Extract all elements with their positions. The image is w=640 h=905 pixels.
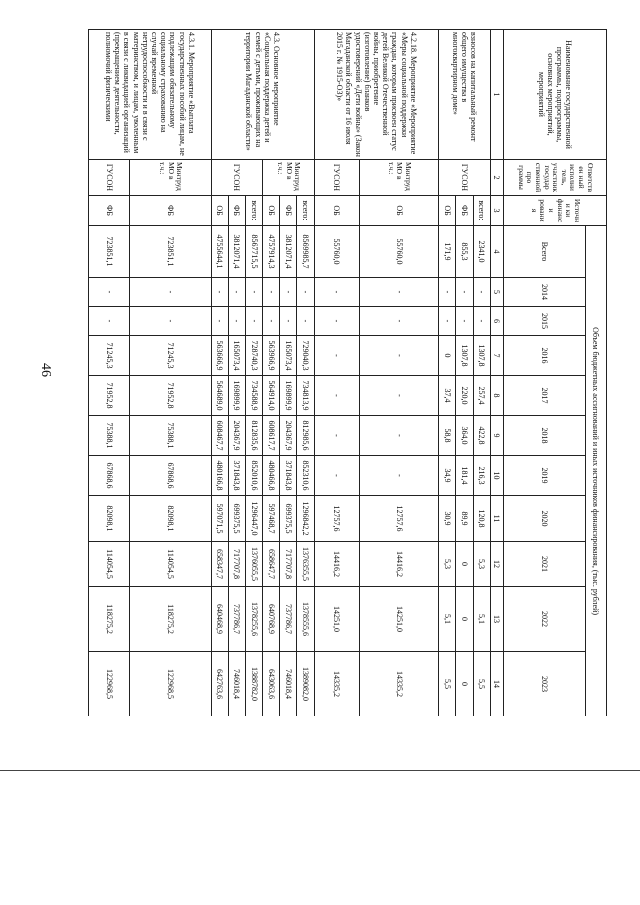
value-cell: -: [314, 278, 359, 307]
value-cell: 165073,4: [280, 336, 297, 376]
value-cell: 14416,2: [359, 542, 438, 587]
value-cell: 71952,8: [89, 376, 130, 416]
executor-cell: ГУСОН: [314, 160, 359, 196]
budget-table-rotated: [88, 29, 607, 716]
value-cell: 71952,8: [129, 376, 211, 416]
value-cell: 171,9: [439, 226, 456, 278]
col-header-budget-group: Объем бюджетных ассигнований и иных источников финансирования, (тыс. рублей): [585, 226, 606, 717]
value-cell: 37,4: [439, 376, 456, 416]
col-number: 5: [490, 278, 503, 307]
col-header-year: 2022: [503, 587, 585, 652]
value-cell: 1296842,2: [297, 496, 314, 542]
table-row: [473, 30, 490, 717]
value-cell: 364,0: [456, 416, 473, 456]
value-cell: 371843,8: [280, 456, 297, 496]
value-cell: -: [263, 278, 280, 307]
value-cell: 34,9: [439, 456, 456, 496]
value-cell: 855,3: [456, 226, 473, 278]
source-cell: ОБ: [263, 196, 280, 226]
value-cell: 58,8: [439, 416, 456, 456]
value-cell: 1378555,6: [297, 587, 314, 652]
value-cell: -: [439, 278, 456, 307]
value-cell: 563966,9: [263, 336, 280, 376]
col-number: 3: [490, 196, 503, 226]
value-cell: 75388,1: [89, 416, 130, 456]
value-cell: -: [280, 307, 297, 336]
source-cell: ФБ: [129, 196, 211, 226]
source-cell: ОБ: [359, 196, 438, 226]
table-row: [359, 30, 438, 717]
col-header-year: 2016: [503, 336, 585, 376]
source-cell: всего:: [245, 196, 262, 226]
value-cell: 1376055,5: [245, 542, 262, 587]
value-cell: 114054,5: [89, 542, 130, 587]
value-cell: 14335,2: [314, 652, 359, 717]
value-cell: -: [473, 278, 490, 307]
value-cell: -: [129, 278, 211, 307]
value-cell: 4755644,1: [211, 226, 228, 278]
value-cell: 55760,0: [314, 226, 359, 278]
value-cell: 8569985,7: [297, 226, 314, 278]
value-cell: -: [314, 376, 359, 416]
value-cell: 852010,6: [245, 456, 262, 496]
value-cell: 118275,2: [129, 587, 211, 652]
value-cell: 0: [439, 336, 456, 376]
value-cell: 734588,9: [245, 376, 262, 416]
value-cell: 5,1: [439, 587, 456, 652]
col-header-year: 2023: [503, 652, 585, 717]
executor-cell: Минтруд МО в т.ч.:: [129, 160, 211, 196]
value-cell: 658647,7: [263, 542, 280, 587]
value-cell: 852310,6: [297, 456, 314, 496]
value-cell: 5,3: [439, 542, 456, 587]
value-cell: 699375,5: [280, 496, 297, 542]
col-header-year: 2020: [503, 496, 585, 542]
value-cell: 122968,5: [89, 652, 130, 717]
value-cell: -: [473, 307, 490, 336]
value-cell: 563666,9: [211, 336, 228, 376]
value-cell: -: [456, 307, 473, 336]
value-cell: 0: [456, 542, 473, 587]
value-cell: 220,0: [456, 376, 473, 416]
value-cell: 5,1: [473, 587, 490, 652]
value-cell: 737786,7: [228, 587, 245, 652]
value-cell: 658347,7: [211, 542, 228, 587]
col-number: 10: [490, 456, 503, 496]
source-cell: ОБ: [439, 196, 456, 226]
value-cell: 717707,8: [280, 542, 297, 587]
value-cell: 1376355,5: [297, 542, 314, 587]
col-header-year: 2019: [503, 456, 585, 496]
col-header-total: Всего: [503, 226, 585, 278]
value-cell: 14251,0: [359, 587, 438, 652]
value-cell: -: [297, 307, 314, 336]
source-cell: всего:: [297, 196, 314, 226]
value-cell: 55760,0: [359, 226, 438, 278]
value-cell: 643063,6: [263, 652, 280, 717]
executor-cell: ГУСОН: [211, 160, 263, 196]
value-cell: 812835,6: [245, 416, 262, 456]
source-cell: ФБ: [456, 196, 473, 226]
value-cell: 14335,2: [359, 652, 438, 717]
col-header-name: Наименование государственной программы, подпрограммы, основных мероприятий, мероприятий: [503, 30, 606, 160]
value-cell: 1296447,0: [245, 496, 262, 542]
measure-name: 4.3. Основное мероприятие «Социальная поддержка детей и семей с детьми, проживающих на территории Магаданской области»: [211, 30, 314, 160]
col-number: 14: [490, 652, 503, 717]
value-cell: -: [439, 307, 456, 336]
value-cell: 723851,1: [89, 226, 130, 278]
col-header-year: 2017: [503, 376, 585, 416]
value-cell: 642763,6: [211, 652, 228, 717]
col-header-year: 2018: [503, 416, 585, 456]
value-cell: -: [359, 336, 438, 376]
value-cell: -: [359, 307, 438, 336]
value-cell: 2341,0: [473, 226, 490, 278]
value-cell: -: [314, 336, 359, 376]
executor-cell: Минтруд МО в т.ч.:: [359, 160, 438, 196]
value-cell: 699375,5: [228, 496, 245, 542]
value-cell: 114054,5: [129, 542, 211, 587]
value-cell: 71245,3: [89, 336, 130, 376]
value-cell: 5,5: [473, 652, 490, 717]
value-cell: 812985,6: [297, 416, 314, 456]
value-cell: 737786,7: [280, 587, 297, 652]
value-cell: 640468,9: [211, 587, 228, 652]
col-number: 13: [490, 587, 503, 652]
value-cell: 14251,0: [314, 587, 359, 652]
col-header-year: 2015: [503, 307, 585, 336]
table-row: [297, 30, 314, 717]
page-number: 46: [38, 363, 53, 377]
value-cell: 746018,4: [280, 652, 297, 717]
value-cell: -: [314, 456, 359, 496]
value-cell: 734813,9: [297, 376, 314, 416]
value-cell: 67868,6: [129, 456, 211, 496]
value-cell: 67868,6: [89, 456, 130, 496]
value-cell: 165073,4: [228, 336, 245, 376]
value-cell: -: [211, 278, 228, 307]
value-cell: 118275,2: [89, 587, 130, 652]
col-number: 4: [490, 226, 503, 278]
value-cell: 169899,9: [228, 376, 245, 416]
value-cell: -: [263, 307, 280, 336]
value-cell: 564689,0: [211, 376, 228, 416]
value-cell: -: [314, 307, 359, 336]
col-number: 9: [490, 416, 503, 456]
value-cell: -: [211, 307, 228, 336]
value-cell: -: [359, 416, 438, 456]
value-cell: 71245,3: [129, 336, 211, 376]
value-cell: 597071,5: [211, 496, 228, 542]
value-cell: 14416,2: [314, 542, 359, 587]
measure-name: 4.2.18. Мероприятие «Мероприятие «Меры социальной поддержки граждан, которым присвоен статус детей Великой Отечественной войны, приобретение (изготовление) бланков удостоверений «Дети войны» (Закон Магаданской области от 16 июля 2015 г. № 1915-ОЗ)»: [314, 30, 439, 160]
value-cell: 1388782,0: [245, 652, 262, 717]
value-cell: 12757,6: [359, 496, 438, 542]
value-cell: 204367,9: [280, 416, 297, 456]
value-cell: 181,4: [456, 456, 473, 496]
source-cell: ОБ: [211, 196, 228, 226]
value-cell: -: [297, 278, 314, 307]
executor-cell: ГУСОН: [439, 160, 491, 196]
col-number: 7: [490, 336, 503, 376]
value-cell: 8567715,5: [245, 226, 262, 278]
value-cell: 82098,1: [89, 496, 130, 542]
budget-table: [88, 29, 607, 716]
value-cell: -: [89, 278, 130, 307]
value-cell: 422,8: [473, 416, 490, 456]
value-cell: 216,3: [473, 456, 490, 496]
col-number: 1: [490, 30, 503, 160]
value-cell: 5,3: [473, 542, 490, 587]
value-cell: -: [314, 416, 359, 456]
col-number: 12: [490, 542, 503, 587]
measure-name: 4.3.1. Мероприятие «Выплата государственных пособий лицам, не подлежащим обязательному социальному страхованию на случай временной нетрудоспособности и в связи с материнством, и лицам, уволенным в связи с ликвидацией организаций (прекращением деятельности, полномочий физическими: [89, 30, 212, 160]
value-cell: -: [245, 278, 262, 307]
source-cell: ФБ: [228, 196, 245, 226]
executor-cell: ГУСОН: [89, 160, 130, 196]
col-header-year: 2014: [503, 278, 585, 307]
value-cell: 82098,1: [129, 496, 211, 542]
value-cell: 640768,9: [263, 587, 280, 652]
value-cell: 608617,7: [263, 416, 280, 456]
source-cell: ОБ: [314, 196, 359, 226]
value-cell: 723851,1: [129, 226, 211, 278]
value-cell: 480166,8: [211, 456, 228, 496]
value-cell: 3812071,4: [228, 226, 245, 278]
col-number: 11: [490, 496, 503, 542]
value-cell: 1307,8: [456, 336, 473, 376]
value-cell: -: [89, 307, 130, 336]
value-cell: 729040,3: [297, 336, 314, 376]
source-cell: всего:: [473, 196, 490, 226]
value-cell: 608467,7: [211, 416, 228, 456]
value-cell: 564914,0: [263, 376, 280, 416]
value-cell: 1378255,6: [245, 587, 262, 652]
value-cell: 257,4: [473, 376, 490, 416]
value-cell: 0: [456, 652, 473, 717]
value-cell: 728740,3: [245, 336, 262, 376]
value-cell: 1389082,0: [297, 652, 314, 717]
source-cell: ФБ: [89, 196, 130, 226]
value-cell: -: [359, 456, 438, 496]
value-cell: -: [228, 307, 245, 336]
value-cell: 120,8: [473, 496, 490, 542]
value-cell: 0: [456, 587, 473, 652]
value-cell: 3812071,4: [280, 226, 297, 278]
value-cell: 480466,8: [263, 456, 280, 496]
value-cell: 717707,8: [228, 542, 245, 587]
value-cell: 169899,9: [280, 376, 297, 416]
col-number: 2: [490, 160, 503, 196]
value-cell: 122968,5: [129, 652, 211, 717]
value-cell: 30,9: [439, 496, 456, 542]
value-cell: 4757914,3: [263, 226, 280, 278]
measure-name: взносов на капитальный ремонт общего имущества в многоквартирном доме»: [439, 30, 491, 160]
value-cell: 5,5: [439, 652, 456, 717]
col-header-year: 2021: [503, 542, 585, 587]
value-cell: 371843,8: [228, 456, 245, 496]
source-cell: ФБ: [280, 196, 297, 226]
scan-edge-line: [0, 770, 640, 771]
col-number: 6: [490, 307, 503, 336]
value-cell: 204367,9: [228, 416, 245, 456]
value-cell: -: [280, 278, 297, 307]
value-cell: -: [456, 278, 473, 307]
value-cell: 12757,6: [314, 496, 359, 542]
executor-cell: Минтруд МО в т.ч.:: [263, 160, 315, 196]
value-cell: -: [359, 278, 438, 307]
value-cell: 597468,7: [263, 496, 280, 542]
value-cell: 75388,1: [129, 416, 211, 456]
value-cell: 89,9: [456, 496, 473, 542]
col-header-executor: Ответствен ный исполни тель, участник государ ственной про граммы: [503, 160, 606, 196]
value-cell: 1307,8: [473, 336, 490, 376]
value-cell: -: [245, 307, 262, 336]
table-row: [129, 30, 211, 717]
col-header-source: Источни ки финанси рования: [503, 196, 606, 226]
value-cell: 746018,4: [228, 652, 245, 717]
value-cell: -: [129, 307, 211, 336]
col-number: 8: [490, 376, 503, 416]
value-cell: -: [228, 278, 245, 307]
value-cell: -: [359, 376, 438, 416]
